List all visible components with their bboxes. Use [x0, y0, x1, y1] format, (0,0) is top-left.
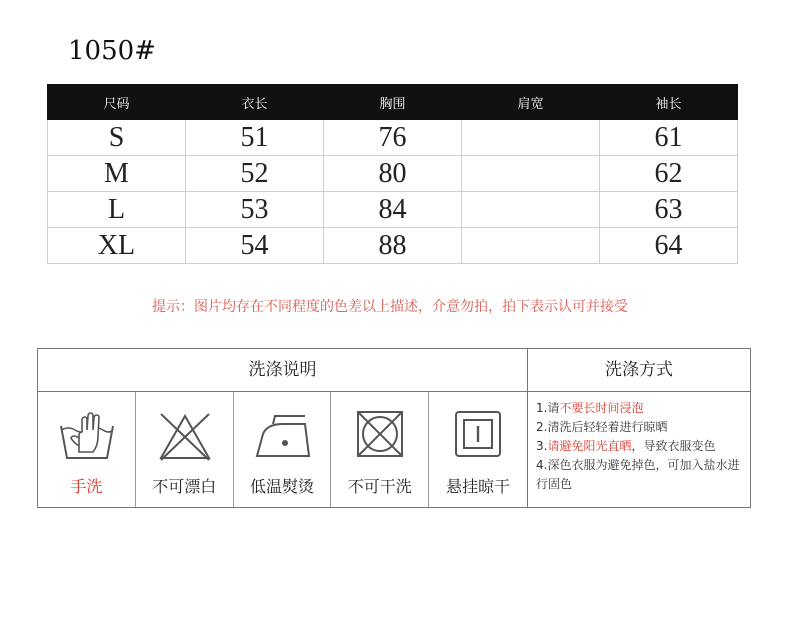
care-table [37, 348, 751, 508]
care-icons-row [38, 392, 528, 507]
color-difference-tip: 提示：图片均存在不同程度的色差以上描述，介意勿拍，拍下表示认可并接受 [152, 299, 628, 315]
size-cell: L [48, 192, 186, 228]
size-table [47, 84, 738, 264]
shoulder-cell [462, 192, 600, 228]
care-item-no-dry-clean [331, 392, 429, 507]
care-note-4: 4.深色衣服为避免掉色，可加入盐水进行固色 [536, 458, 740, 491]
shoulder-cell [462, 156, 600, 192]
length-cell: 54 [186, 228, 324, 264]
care-note-2: 2.清洗后轻轻着进行晾晒 [536, 420, 668, 434]
chest-cell: 88 [324, 228, 462, 264]
size-table-header [48, 85, 738, 120]
table-row [48, 228, 738, 264]
header-chest: 胸围 [324, 85, 462, 120]
icon-label: 低温熨烫 [249, 477, 314, 496]
icon-label: 悬挂晾干 [446, 477, 511, 496]
header-shoulder: 肩宽 [462, 85, 600, 120]
table-row [48, 156, 738, 192]
chest-cell: 80 [324, 156, 462, 192]
care-item-low-temp-iron [234, 392, 332, 507]
hand-wash-icon [57, 406, 117, 466]
length-cell: 53 [186, 192, 324, 228]
sleeve-cell: 63 [600, 192, 738, 228]
no-bleach-icon [155, 406, 215, 466]
no-dry-clean-icon [350, 406, 410, 466]
shoulder-cell [462, 120, 600, 156]
table-row [48, 120, 738, 156]
length-cell: 52 [186, 156, 324, 192]
sleeve-cell: 62 [600, 156, 738, 192]
care-item-hang-dry [429, 392, 527, 507]
length-cell: 51 [186, 120, 324, 156]
care-item-no-bleach [136, 392, 234, 507]
table-row [48, 192, 738, 228]
care-item-hand-wash [38, 392, 136, 507]
shoulder-cell [462, 228, 600, 264]
chest-cell: 76 [324, 120, 462, 156]
low-temp-iron-icon [253, 406, 313, 466]
sleeve-cell: 64 [600, 228, 738, 264]
chest-cell: 84 [324, 192, 462, 228]
care-method-title: 洗涤方式 [528, 349, 750, 392]
care-notes [536, 399, 748, 494]
header-length: 衣长 [186, 85, 324, 120]
hang-dry-icon [448, 406, 508, 466]
size-cell: S [48, 120, 186, 156]
icon-label: 不可干洗 [347, 477, 412, 496]
icon-label: 手洗 [70, 477, 103, 496]
size-cell: M [48, 156, 186, 192]
care-note-3: 3.请避免阳光直晒，导致衣服变色 [536, 439, 716, 453]
icon-label: 不可漂白 [152, 477, 217, 496]
model-number: 1050# [68, 36, 156, 66]
header-size: 尺码 [48, 85, 186, 120]
care-instructions-title: 洗涤说明 [38, 349, 528, 392]
header-sleeve: 袖长 [600, 85, 738, 120]
sleeve-cell: 61 [600, 120, 738, 156]
care-note-1: 1.请不要长时间浸泡 [536, 401, 644, 415]
size-cell: XL [48, 228, 186, 264]
